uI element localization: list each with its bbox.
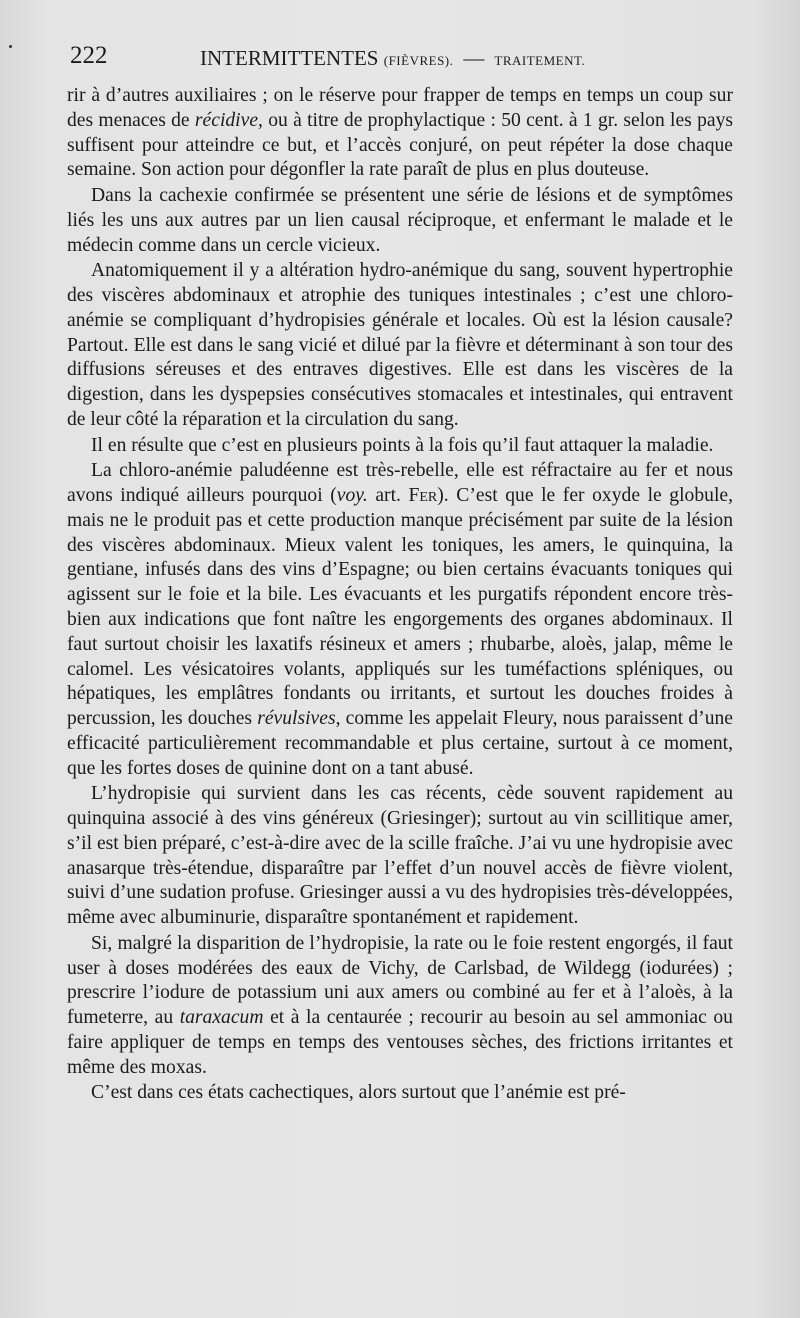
paragraph-text: C’est dans ces états cachectiques, alors surtout que l’anémie est pré- bbox=[91, 1082, 626, 1104]
running-title-paren: (FIÈVRES). bbox=[383, 53, 454, 68]
italic-text: récidive bbox=[194, 109, 259, 131]
paragraph bbox=[67, 84, 733, 183]
paragraph-text: Il en résulte que c’est en plusieurs points à la fois qu’il faut attaquer la maladie. bbox=[91, 434, 714, 456]
page-number: 222 bbox=[70, 42, 108, 69]
paragraph-text: , comme les appelait Fleury, nous paraissent d’une efficacité particulièrement recommandable et plus certaine, surtout à ce moment, que les fortes doses de quinine dont on a tant abusé. bbox=[67, 708, 733, 779]
paragraph-text: rir à d’autres auxiliaires ; on le réserve pour frapper de temps en temps un coup sur des menaces de bbox=[67, 85, 733, 131]
paragraph bbox=[67, 459, 733, 781]
running-title-section: TRAITEMENT. bbox=[494, 53, 586, 68]
paragraph-text: Dans la cachexie confirmée se présentent une série de lésions et de symptômes liés les uns aux autres par un lien causal réciproque, et enfermant le malade et le médecin comme dans un cercle vicieux. bbox=[67, 184, 733, 256]
paragraph-text: art. bbox=[367, 484, 409, 506]
paragraph bbox=[67, 782, 733, 931]
running-title-dash: — bbox=[463, 46, 485, 70]
italic-text: taraxacum bbox=[179, 1007, 264, 1029]
running-header bbox=[70, 42, 735, 78]
paragraph-text: La chloro-anémie paludéenne est très-rebelle, elle est réfractaire au fer et nous avons indiqué ailleurs pourquoi ( bbox=[67, 460, 733, 506]
paragraph-text: ). C’est que le fer oxyde le globule, mais ne le produit pas et cette production manque précisément par suite de la lésion des viscères abdominaux. Mieux valent les toniques, les amers, le quinquina, la gentiane, infusés dans des vins d’Espagne; ou bien certains évacuants toniques qui agissent sur le foie et la bile. Les évacuants et les purgatifs répondent encore très-bien aux indications que font naître les engorgements des organes abdominaux. Il faut surtout choisir les laxatifs résineux et amers ; rhubarbe, aloès, jalap, même le calomel. Les vésicatoires volants, appliqués sur les tuméfactions spléniques, ou hépatiques, les emplâtres fondants ou irritants, et surtout les douches froides à percussion, les douches bbox=[67, 484, 733, 730]
paragraph bbox=[67, 1081, 733, 1106]
paragraph-text: Anatomiquement il y a altération hydro-anémique du sang, souvent hypertrophie des viscères abdominaux et atrophie des tuniques intestinales ; c’est une chloro-anémie se compliquant d’hydropisies générale et locales. Où est la lésion causale? Partout. Elle est dans le sang vicié et dilué par la fièvre et déterminant à son tour des diffusions séreuses et des entraves digestives. Elle est dans les viscères de la digestion, dans les dyspepsies consécutives stomacales et intestinales, qui entravent de leur côté la réparation et la circulation du sang. bbox=[67, 260, 733, 430]
paragraph-text: et à la centaurée ; recourir au besoin au sel ammoniac ou faire appliquer de temps en temps des ventouses sèches, des frictions irritantes et même des moxas. bbox=[67, 1007, 733, 1078]
italic-text: révulsives bbox=[257, 708, 336, 730]
paragraph bbox=[67, 184, 733, 258]
paragraph-text: Si, malgré la disparition de l’hydropisie, la rate ou le foie restent engorgés, il faut user à doses modérées des eaux de Vichy, de Carlsbad, de Wildegg (iodurées) ; prescrire l’iodure de potassium uni aux amers ou combiné au fer et à l’aloès, à la fumeterre, au bbox=[67, 932, 733, 1029]
paragraph-text: , ou à titre de prophylactique : 50 cent. à 1 gr. selon les pays suffisent pour atteindre ce but, et l’accès conjuré, on peut répéter la dose chaque semaine. Son action pour dégonfler la rate paraît de plus en plus douteuse. bbox=[67, 109, 733, 181]
running-title-main: INTERMITTENTES bbox=[200, 46, 379, 70]
body-text bbox=[67, 84, 733, 1106]
paragraph bbox=[67, 932, 733, 1081]
paragraph-text: L’hydropisie qui survient dans les cas récents, cède souvent rapidement au quinquina associé à des vins généreux (Griesinger); surtout au vin scillitique amer, s’il est bien préparé, c’est-à-dire avec de la scille fraîche. J’ai vu une hydropisie avec anasarque très-étendue, disparaître par l’effet d’un nouvel accès de fièvre violent, suivi d’une sudation profuse. Griesinger aussi a vu des hydropisies très-développées, même avec albuminurie, disparaître spontanément et rapidement. bbox=[67, 783, 733, 929]
small-caps-text: Fer bbox=[408, 484, 438, 506]
paragraph bbox=[67, 259, 733, 433]
running-title bbox=[200, 46, 585, 71]
paragraph bbox=[67, 434, 733, 459]
margin-dot bbox=[9, 45, 12, 48]
italic-text: voy. bbox=[336, 484, 368, 506]
